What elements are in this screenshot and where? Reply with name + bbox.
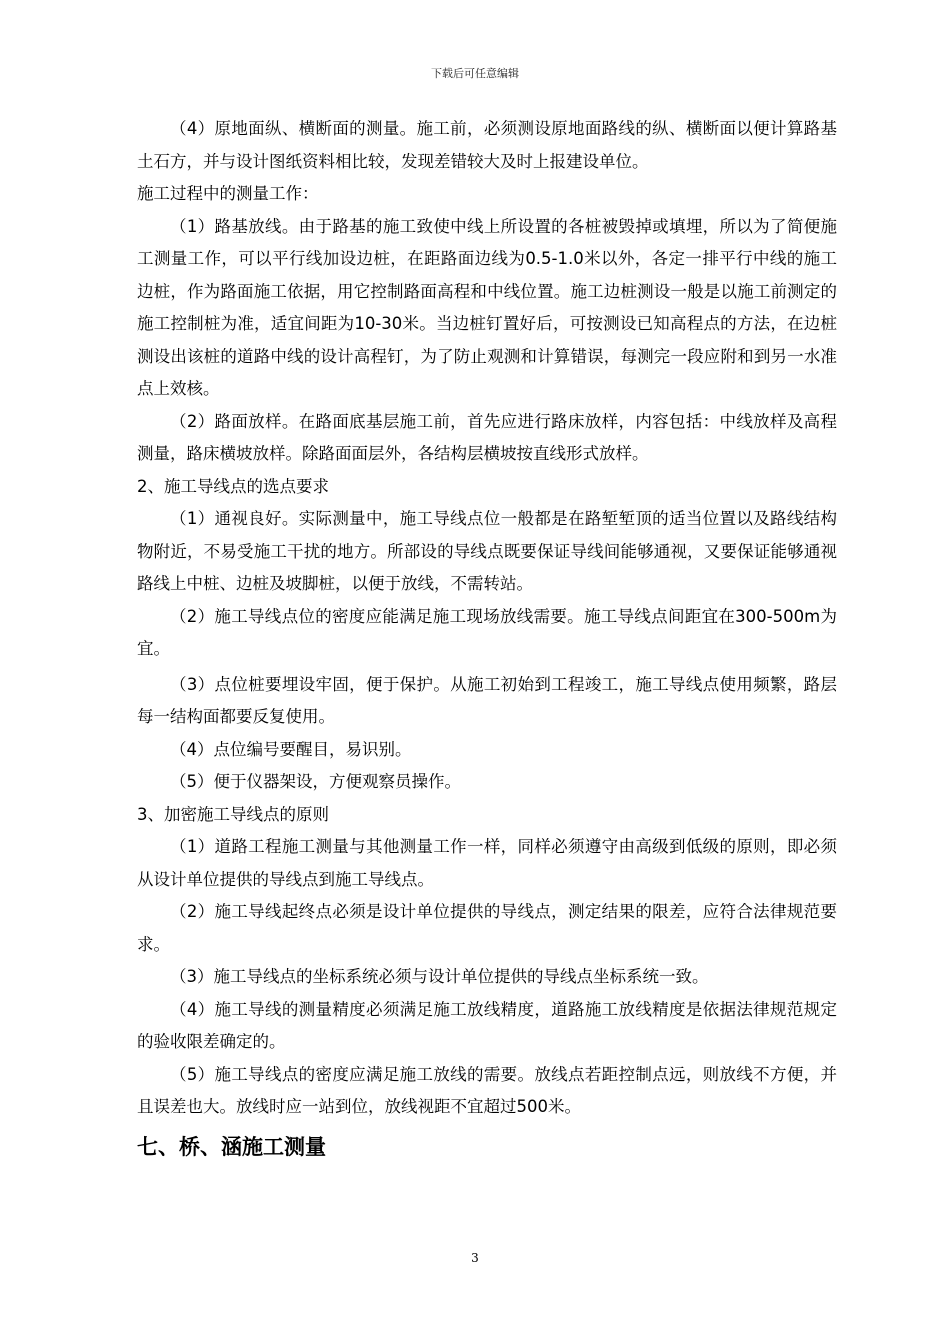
paragraph-instrument-setup: （5）便于仪器架设，方便观察员操作。: [170, 772, 461, 791]
paragraph-point-density: （2）施工导线点位的密度应能满足施工现场放线需要。施工导线点间距宜在300-500m为宜。: [137, 606, 837, 658]
subheading-traverse-point-selection: 2、施工导线点的选点要求: [137, 476, 329, 496]
paragraph-ground-survey: （4）原地面纵、横断面的测量。施工前，必须测设原地面路线的纵、横断面以便计算路基土石方，并与设计图纸资料相比较，发现差错较大及时上报建设单位。: [137, 119, 837, 171]
paragraph-high-to-low-principle: （1）道路工程施工测量与其他测量工作一样，同样必须遵守由高级到低级的原则，即必须从设计单位提供的导线点到施工导线点。: [137, 837, 837, 889]
paragraph-start-end-points: （2）施工导线起终点必须是设计单位提供的导线点，测定结果的限差，应符合法律规范要求。: [137, 902, 837, 954]
page-header: 下载后可任意编辑: [431, 67, 519, 80]
paragraph-coordinate-system: （3）施工导线点的坐标系统必须与设计单位提供的导线点坐标系统一致。: [170, 967, 709, 986]
paragraph-construction-survey-title: 施工过程中的测量工作：: [137, 184, 319, 203]
paragraph-stake-burial: （3）点位桩要埋设牢固，便于保护。从施工初始到工程竣工，施工导线点使用频繁，路层每一结构面都要反复使用。: [137, 674, 837, 726]
paragraph-measurement-accuracy: （4）施工导线的测量精度必须满足施工放线精度，道路施工放线精度是依据法律规范规定的验收限差确定的。: [137, 999, 837, 1051]
paragraph-pavement-layout: （2）路面放样。在路面底基层施工前，首先应进行路床放样，内容包括：中线放样及高程测量，路床横坡放样。除路面面层外，各结构层横坡按直线形式放样。: [137, 411, 837, 463]
paragraph-subgrade-layout: （1）路基放线。由于路基的施工致使中线上所设置的各桩被毁掉或填埋，所以为了简便施工测量工作，可以平行线加设边桩，在距路面边线为0.5-1.0米以外，各定一排平行中线的施工边桩，作为路面施工依据，用它控制路面高程和中线位置。施工边桩测设一般是以施工前测定的施工控制桩为准，适宜间距为10-30米。当边桩钉置好后，可按测设已知高程点的方法，在边桩测设出该桩的道路中线的设计高程钉，为了防止观测和计算错误，每测完一段应附和到另一水准点上效核。: [137, 216, 837, 398]
paragraph-layout-density: （5）施工导线点的密度应满足施工放线的需要。放线点若距控制点远，则放线不方便，并且误差也大。放线时应一站到位，放线视距不宜超过500米。: [137, 1064, 837, 1116]
document-body: [137, 113, 837, 1167]
page-number: 3: [471, 1251, 479, 1265]
paragraph-point-numbering: （4）点位编号要醒目，易识别。: [170, 739, 412, 759]
section-heading-bridge-culvert: 七、桥、涵施工测量: [137, 1134, 326, 1159]
paragraph-visibility: （1）通视良好。实际测量中，施工导线点位一般都是在路堑堑顶的适当位置以及路线结构物附近，不易受施工干扰的地方。所部设的导线点既要保证导线间能够通视，又要保证能够通视路线上中桩、边桩及坡脚桩，以便于放线，不需转站。: [137, 509, 837, 593]
subheading-densification-principles: 3、加密施工导线点的原则: [137, 804, 329, 824]
